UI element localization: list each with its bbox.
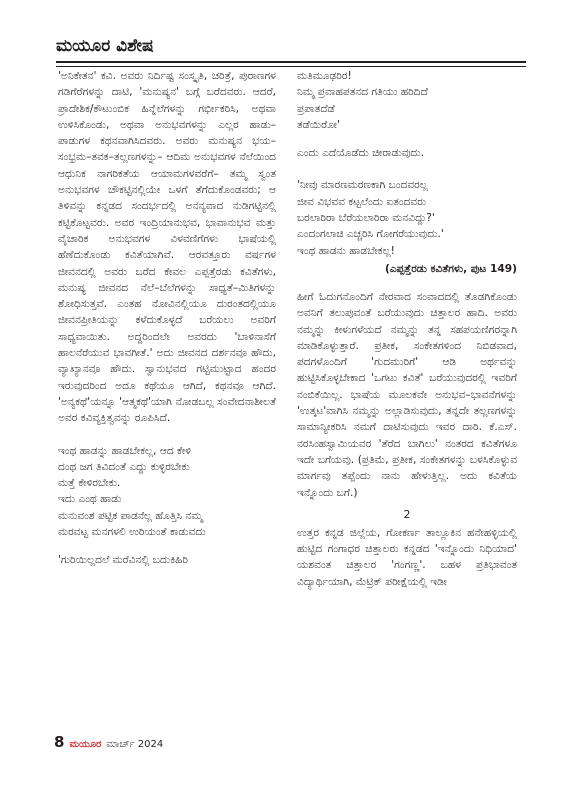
magazine-name: ಮಯೂರ xyxy=(69,739,102,750)
poem-citation: (ಎಪ್ಪತ್ತೆರಡು ಕವಿತೆಗಳು, ಪುಟ 149) xyxy=(385,262,517,275)
section-title: ಮಯೂರ ವಿಶೇಷ xyxy=(56,36,154,56)
poem-line: ತಡೆಯಿರೋ' xyxy=(297,118,340,131)
spacer xyxy=(297,277,517,289)
right-column xyxy=(297,68,517,594)
poem-line: 'ನೀವು ಮಾರಣಮರಣಕಾಗಿ ಬಂದವರಲ್ಲ xyxy=(297,179,428,192)
poem-line: ಇಂಥ ಹಾಡನ್ನು ಹಾಡಬೇಕಲ್ಲ, ಆದ ಕೇಳಿ xyxy=(58,444,192,457)
issue-date: ಮಾರ್ಚ್ 2024 xyxy=(106,739,164,750)
poem-line: ಮರವಟ್ಟ ಮನಗಳಲಿ ಉರಿಯಂತೆ ಕಾಡುವದು xyxy=(58,526,206,539)
body-paragraph: 'ಅನಿಕೇತನ' ಕವಿ. ಅವರು ನಿರ್ದಿಷ್ಟ ಸಂಸ್ಕೃತಿ, ಚರಿತ್ರೆ, ಪುರಾಣಗಳ ಗಡಿಗೆರೆಗಳನ್ನು ದಾಟಿ, 'ಮನುಷ್ಯನ' ಬಗ್ಗೆ ಬರೆದವರು. ಆದರೆ, ಪ್ರಾದೇಶಿಕ/ಕೌಟುಂಬಿಕ ಹಿನ್ನೆಲೆಗಳನ್ನು ಗರ್ಭೀಕರಿಸಿ, ಅಥವಾ ಉಳಿಸಿಕೊಂಡು, ಅಥವಾ ಅನುಭವಗಳನ್ನು ಎಲ್ಲರ ಹಾಡು–ಪಾಡುಗಳ ಕಥನವಾಗಿಸಿದವರು. ಅವರು ಮನುಷ್ಯನ ಭಯ–ಸಂಭ್ರಮ–ತವಕ–ತಲ್ಲಣಗಳನ್ನು– ಆದಿಮ ಅನುಭವಗಳ ನೆಲೆಯಿಂದ ಆಧುನಿಕ ನಾಗರಿಕತೆಯ ಆಯಾಮಗಳವರೆಗೆ– ತಮ್ಮ ಸ್ವಂತ ಅನುಭವಗಳ ಚೌಕಟ್ಟಿನಲ್ಲಿಯೇ ಒಳಗೆ ತೆಗೆದುಕೊಂಡವರು; ಆ ತಿಳಿವನ್ನು ಕನ್ನಡದ ಸಂದರ್ಭದಲ್ಲಿ ಅನನ್ಯವಾದ ನುಡಿಗಟ್ಟಿನಲ್ಲಿ ಕಟ್ಟಿಕೊಟ್ಟವರು. ಅವರ ಇಂದ್ರಿಯಾನುಭವ, ಭಾವಾನುಭವ ಮತ್ತು ವೈಚಾರಿಕ ಅನುಭವಗಳ ವಿಳವಣಿಗೆಗಳು ಭಾಷೆಯಲ್ಲಿ ಹೆಣೆದುಕೊಂಡು ಕವಿತೆಯಾಗಿವೆ. ಆರವತ್ತೂರು ವರ್ಷಗಳ ಜೀವನದಲ್ಲಿ ಅವರು ಬರೆದ ಕೇವಲ ಎಪ್ಪತ್ತೆರಡು ಕವಿತೆಗಳು, ಮನುಷ್ಯ ಜೀವನದ ನೆಲೆ–ಬೆಲೆಗಳನ್ನು ಸಾಧ್ಯತೆ–ಮಿತಿಗಳನ್ನು ಶೋಧಿಸುತ್ತವೆ. ಎಂತಹ ನೋವಿನಲ್ಲಿಯೂ ದುರಂತದಲ್ಲಿಯೂ ಜೀವನಪ್ರೀತಿಯನ್ನು ಕಳೆದುಕೊಳ್ಳದೆ ಬರೆಯಲು ಅವರಿಗೆ ಸಾಧ್ಯವಾಯಿತು. ಅದ್ದರಿಂದಲೇ ಅವರದು 'ಬಾಳಿನಾಸೆಗೆ ಹಾಲನೆರೆಯುವ ಭಾವಗೀತೆ.' ಅದು ಜೀವನದ ದರ್ಶನವೂ ಹೌದು, ವ್ಯಾಖ್ಯಾನವೂ ಹೌದು. ಸ್ವಾನುಭವದ ಗಟ್ಟಿಮುಟ್ಟಾದ ಹಂದರ ಇರುವುದರಿಂದ ಅದೂ ಕಥೆಯೂ ಆಗಿದೆ, ಕಥನವೂ ಆಗಿದೆ. 'ಅನ್ಯಕಥೆ'ಯನ್ನೂ 'ಆತ್ಮಕಥೆ'ಯಾಗಿ ನೋಡಬಲ್ಲ ಸಂವೇದನಾಶೀಲತೆ ಅವರ ಕವಿವ್ಯಕ್ತಿತ್ವವನ್ನು ರೂಪಿಸಿದೆ. xyxy=(58,70,276,425)
poem-line: ಮತಿಮೂಢರಿರ! xyxy=(297,70,352,82)
spacer xyxy=(58,431,276,443)
poem-line: ನಿಮ್ಮ ಪ್ರವಾಹಪತನದ ಗತಿಯು ಹರಿದಿದೆ xyxy=(297,86,428,99)
poem-line: ಇದು ಎಂಥ ಹಾಡು xyxy=(58,493,122,506)
poem-line: 'ಗುರಿಯಿಲ್ಲದಲೆ ಮರೆವಿನಲ್ಲಿ ಬದುಕಿಹಿರಿ xyxy=(58,554,189,567)
poem-line: ಪ್ರಪಾತದೆಡೆ xyxy=(297,102,335,115)
left-column xyxy=(58,68,276,569)
poem-line: ಮನುವಂಶ ಪಟ್ಟಿಕ ಪಾಡನೆಲ್ಲ ಹೊತ್ತಿಸಿ ನಮ್ಮ xyxy=(58,509,203,522)
poem-line: ಮತ್ತೆ ಕೇಳಿರಬೇಕು. xyxy=(58,477,121,490)
page-number: 8 xyxy=(54,733,65,751)
poem-line: ಜೀವ ವಿಭವವ ಕಟ್ಟಲೆಂದು ಐತಂದವರು xyxy=(297,195,427,208)
body-paragraph: ಉತ್ತರ ಕನ್ನಡ ಜಿಲ್ಲೆಯ, ಗೋಕರ್ಣ ತಾಲ್ಲೂಕಿನ ಹನೇಹಳ್ಳಿಯಲ್ಲಿ ಹುಟ್ಟಿದ ಗಂಗಾಧರ ಚಿತ್ತಾಲರು ಕನ್ನಡದ 'ಇನ್ನೊಂದು ನಿಧಿಯಾದ' ಯಶವಂತ ಚಿತ್ತಾಲರ 'ಗಂಗಣ್ಣ'. ಬಹಳ ಪ್ರತಿಭಾವಂತ ವಿದ್ಯಾರ್ಥಿಯಾಗಿ, ಮೆಟ್ರಿಕ್ ಪರೀಕ್ಷೆಯಲ್ಲಿ ಇಡೀ xyxy=(297,526,517,588)
poem-excerpt xyxy=(58,552,276,568)
poem-line: ಎಂದಂಗಲಾಚಿ ಎಚ್ಚರಿಸಿ ಗೋಗರೆಯುವುದು.' xyxy=(297,228,444,241)
poem-excerpt xyxy=(58,443,276,541)
spacer xyxy=(297,165,517,177)
poem-line: ಇಂಥ ಹಾಡನು ಹಾಡಬೇಕಲ್ಲ! xyxy=(297,244,395,257)
poem-line: ದಂಥ ಜಗ ತಿವಿದಂತೆ ಎದ್ದು ಕುಳ್ಳಿರಬೇಕು xyxy=(58,460,190,473)
poem-excerpt xyxy=(297,177,517,258)
section-number: 2 xyxy=(403,507,411,521)
spacer xyxy=(58,540,276,552)
body-line: ಎಂದು ಎದೆಯೊಡೆದು ಚೀರಾಡುವುದು. xyxy=(297,147,425,160)
header-rule xyxy=(56,61,526,67)
spacer xyxy=(297,133,517,145)
body-paragraph: ಹೀಗೆ ಓದುಗನೊಂದಿಗೆ ನೇರವಾದ ಸಂವಾದದಲ್ಲಿ ತೊಡಗಿಕೊಂಡು ಅವನಿಗೆ ತಲುಪುವಂತೆ ಬರೆಯುವುದು ಚಿತ್ತಾಲರ ಹಾದಿ. ಅವರು ನಮ್ಮನ್ನು ಕೀಳುಗಳೆಯದೆ ನಮ್ಮನ್ನು ತನ್ನ ಸಹಪಯಣಿಗರನ್ನಾಗಿ ಮಾಡಿಕೊಳ್ಳುತ್ತಾರೆ. ಪ್ರತೀಕ, ಸಂಕೇತಗಳಿಂದ ನಿಬಿಡವಾದ, ಪದಗಳೊಂದಿಗೆ 'ಗುದಮುರಿಗೆ' ಆಡಿ ಅರ್ಥವನ್ನು ಹುಟ್ಟಿಸಿಕೊಳ್ಳಬೇಕಾದ 'ಒಗಟು ಕವಿತೆ' ಬರೆಯುವುದರಲ್ಲಿ ಇವರಿಗೆ ನಂಬಿಕೆಯಿಲ್ಲ. ಭಾಷೆಯ ಮೂಲಕವೇ ಅನುಭವ–ಭಾವನೆಗಳನ್ನು 'ಉತ್ಕಟ'ವಾಗಿಸಿ ನಮ್ಮನ್ನು ಅಲ್ಲಾಡಿಸುವುದು, ತನ್ನದೇ ತಲ್ಲಣಗಳನ್ನು ಸಾಮಾನ್ಯೀಕರಿಸಿ ನಮಗೆ ದಾಟಿಸುವುದು ಇವರ ದಾರಿ. ಕೆ.ಎಸ್. ನರಸಿಂಹಸ್ವಾಮಿಯವರ 'ತೆರೆದ ಬಾಗಿಲು' ನಂತರದ ಕವಿತೆಗಳೂ ಇದೇ ಬಗೆಯವು. (ಪ್ರತಿಮೆ, ಪ್ರತೀಕ, ಸಂಕೇತಗಳನ್ನು ಬಳಸಿಕೊಳ್ಳುವ ಮಾರ್ಗವು ತಪ್ಪೆಂದು ನಾನು ಹೇಳುತ್ತಿಲ್ಲ. ಅದು ಕವಿತೆಯ ಇನ್ನೊಂದು ಬಗೆ.) xyxy=(297,290,517,499)
page-footer xyxy=(54,733,163,751)
poem-line: ಬರಲಾರಿರಾ ಬೆರೆಯಲಾರಿರಾ ಮನವಿದ್ದು?' xyxy=(297,212,435,225)
poem-excerpt xyxy=(297,68,517,133)
section-header xyxy=(56,36,526,56)
